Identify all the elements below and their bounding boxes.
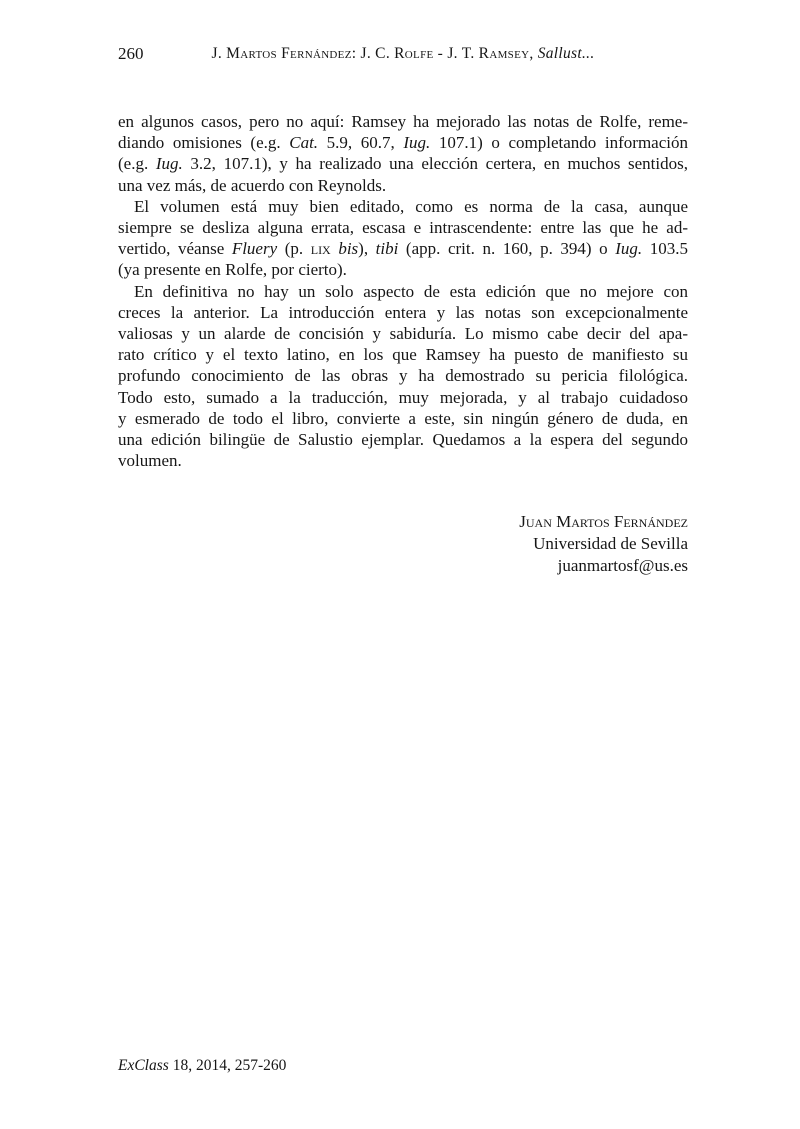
text-segment: Sallust... bbox=[537, 45, 595, 62]
body-line bbox=[118, 259, 688, 280]
text-segment: Iug. bbox=[155, 154, 183, 174]
page-number: 260 bbox=[118, 44, 144, 63]
body-line bbox=[118, 217, 688, 238]
text-segment: Juan Martos Fernández bbox=[519, 512, 688, 531]
signature-line bbox=[118, 533, 688, 555]
body-line bbox=[118, 365, 688, 386]
text-segment: juanmartosf@us.es bbox=[557, 556, 688, 575]
body-line bbox=[118, 153, 688, 174]
body-line bbox=[118, 238, 688, 259]
signature-line bbox=[118, 555, 688, 577]
body-line bbox=[118, 175, 688, 196]
text-segment: siempre se desliza alguna errata, escasa e intrascendente: entre las que he ad- bbox=[118, 218, 688, 238]
body-line bbox=[118, 111, 688, 132]
text-segment: 107.1) o completando información bbox=[430, 133, 688, 153]
text-segment: una vez más, de acuerdo con Reynolds. bbox=[118, 175, 387, 195]
body-line bbox=[118, 344, 688, 365]
text-segment: Todo esto, sumado a la traducción, muy mejorada, y al trabajo cuidadoso bbox=[118, 387, 688, 407]
text-segment: creces la anterior. La introducción entera y las notas son excepcionalmente bbox=[118, 302, 688, 322]
text-segment: volumen. bbox=[118, 451, 182, 471]
text-segment: lix bbox=[310, 239, 331, 259]
body-line bbox=[118, 323, 688, 344]
text-segment: Fluery bbox=[231, 239, 278, 259]
body-line bbox=[118, 132, 688, 153]
text-segment: 5.9, 60.7, bbox=[318, 133, 404, 153]
signature-block bbox=[118, 511, 688, 577]
text-segment: En definitiva no hay un solo aspecto de esta edición que no mejore con bbox=[134, 281, 688, 301]
body-line bbox=[118, 408, 688, 429]
body-line bbox=[118, 387, 688, 408]
text-segment: una edición bilingüe de Salustio ejemplar. Quedamos a la espera del segundo bbox=[118, 430, 688, 450]
text-segment: 103.5 bbox=[642, 239, 689, 259]
text-segment: ExClass bbox=[118, 1057, 169, 1074]
body-line bbox=[118, 429, 688, 450]
text-segment: Cat. bbox=[289, 133, 319, 153]
text-segment: (e.g. bbox=[118, 154, 156, 174]
text-segment: tibi bbox=[375, 239, 399, 259]
running-header bbox=[118, 44, 688, 66]
body-line bbox=[118, 281, 688, 302]
text-segment: El volumen está muy bien editado, como es norma de la casa, aunque bbox=[134, 196, 688, 216]
text-segment: en algunos casos, pero no aquí: Ramsey ha mejorado las notas de Rolfe, reme- bbox=[118, 112, 688, 131]
text-segment: vertido, véanse bbox=[118, 239, 232, 259]
text-segment: y esmerado de todo el libro, convierte a este, sin ningún género de duda, en bbox=[118, 408, 688, 428]
body-line bbox=[118, 302, 688, 323]
journal-citation bbox=[118, 1056, 286, 1076]
text-segment: rato crítico y el texto latino, en los que Ramsey ha puesto de manifiesto su bbox=[118, 345, 688, 365]
text-segment: ), bbox=[358, 239, 376, 259]
body-line bbox=[118, 450, 688, 471]
text-segment: 18, 2014, 257-260 bbox=[168, 1057, 287, 1074]
text-segment: (p. bbox=[277, 239, 311, 259]
text-segment: Universidad de Sevilla bbox=[533, 534, 688, 553]
review-body-text bbox=[118, 111, 688, 471]
text-segment: (ya presente en Rolfe, por cierto). bbox=[118, 260, 347, 280]
running-title bbox=[118, 44, 688, 64]
text-segment: (app. crit. n. 160, p. 394) o bbox=[398, 239, 616, 259]
text-segment: Iug. bbox=[403, 133, 431, 153]
text-segment: bis bbox=[338, 239, 359, 259]
text-segment: Iug. bbox=[615, 239, 643, 259]
text-segment: diando omisiones (e.g. bbox=[118, 133, 290, 153]
text-segment: profundo conocimiento de las obras y ha demostrado su pericia filológica. bbox=[118, 366, 688, 386]
text-segment: valiosas y un alarde de concisión y sabiduría. Lo mismo cabe decir del apa- bbox=[118, 324, 688, 344]
signature-line bbox=[118, 511, 688, 533]
text-segment: 3.2, 107.1), y ha realizado una elección certera, en muchos sentidos, bbox=[182, 154, 688, 174]
body-line bbox=[118, 196, 688, 217]
text-segment: J. Martos Fernández: J. C. Rolfe - J. T. Ramsey, bbox=[211, 45, 538, 62]
